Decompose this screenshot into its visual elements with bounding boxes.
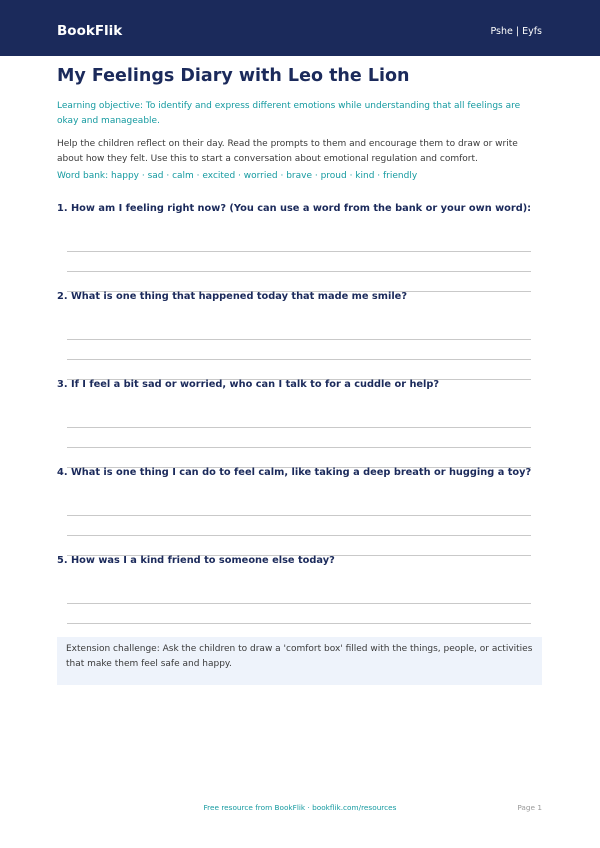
instructions-text: Help the children reflect on their day. Read the prompts to them and encourage them to draw or write about how they felt. Use this to start a conversation about emotional regulation and comfort. <box>57 139 518 164</box>
answer-line[interactable] <box>67 359 531 360</box>
answer-line[interactable] <box>67 623 531 624</box>
brand-logo-text: BookFlik <box>57 23 123 39</box>
answer-line[interactable] <box>67 447 531 448</box>
answer-line[interactable] <box>67 271 531 272</box>
subject-tags: Pshe | Eyfs <box>490 26 542 37</box>
question-4: 4. What is one thing I can do to feel calm, like taking a deep breath or hugging a toy? <box>57 467 532 478</box>
answer-line[interactable] <box>67 603 531 604</box>
answer-line[interactable] <box>67 515 531 516</box>
answer-line[interactable] <box>67 251 531 252</box>
header-bar <box>0 0 600 56</box>
answer-line[interactable] <box>67 339 531 340</box>
extension-box <box>57 637 542 685</box>
question-5: 5. How was I a kind friend to someone else today? <box>57 555 335 566</box>
answer-line[interactable] <box>67 427 531 428</box>
page-number: Page 1 <box>517 803 542 812</box>
extension-challenge-text: Extension challenge: Ask the children to draw a 'comfort box' filled with the things, people, or activities that make them feel safe and happy. <box>66 644 533 669</box>
question-3: 3. If I feel a bit sad or worried, who can I talk to for a cuddle or help? <box>57 379 440 390</box>
learning-objective: Learning objective: To identify and express different emotions while understanding that all feelings are okay and manageable. <box>57 101 521 126</box>
footer-credit: Free resource from BookFlik · bookflik.com/resources <box>203 803 397 812</box>
worksheet-title: My Feelings Diary with Leo the Lion <box>57 66 410 86</box>
question-1: 1. How am I feeling right now? (You can use a word from the bank or your own word): <box>57 203 532 214</box>
question-2: 2. What is one thing that happened today that made me smile? <box>57 291 407 302</box>
answer-line[interactable] <box>67 535 531 536</box>
word-bank: Word bank: happy · sad · calm · excited · worried · brave · proud · kind · friendly <box>57 171 418 181</box>
